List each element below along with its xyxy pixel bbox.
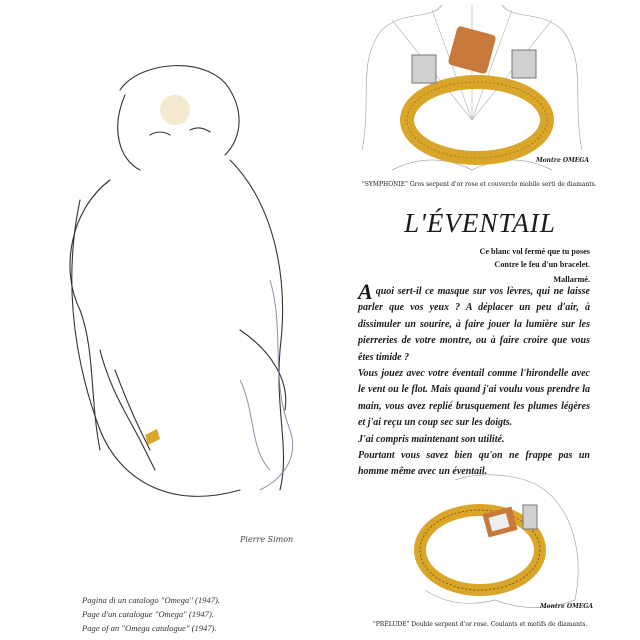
paragraph: A quoi sert-il ce masque sur vos lèvres, qui ne laisse parler que vos yeux ? A déplacer un peu d'air, à dissimuler un sourire, à faire jouer la lumière sur les pierreries de votre montre, ou à faire croire que vous êtes timide ?: [358, 279, 590, 363]
prelude-caption: "PRÉLUDE" Double serpent d'or rose. Coulants et motifs de diamants.: [373, 621, 588, 628]
verse-line: Contre le feu d'un bracelet.: [494, 260, 590, 269]
verse-line: Ce blanc vol fermé que tu poses: [479, 247, 590, 256]
page-caption-french: Page d'un catalogue "Omega" (1947).: [82, 609, 214, 619]
omega-brand-mark: Montre OMEGA: [540, 603, 594, 610]
symphonie-caption: "SYMPHONIE" Gros serpent d'or rose et couvercle mobile serti de diamants.: [362, 181, 597, 188]
page-caption-italian: Pagina di un catalogo "Omega" (1947).: [82, 595, 221, 605]
illustration-signature: Pierre Simon: [240, 535, 294, 544]
fashion-illustration-woman-with-fan: [40, 50, 340, 550]
article-title: L'ÉVENTAIL: [404, 208, 556, 238]
paragraph: J'ai compris maintenant son utilité.: [358, 433, 505, 445]
drop-cap: A: [358, 279, 373, 304]
paragraph: Pourtant vous savez bien qu'on ne frappe pas un homme même avec un éventail.: [358, 450, 590, 478]
omega-brand-mark: Montre OMEGA: [536, 157, 590, 164]
page-caption-english: Page of an "Omega catalogue" (1947).: [82, 623, 217, 633]
symphonie-watch-illustration: [352, 0, 592, 178]
verse-author: Mallarmé.: [553, 275, 590, 284]
prelude-watch-illustration: [395, 470, 595, 615]
paragraph: Vous jouez avec votre éventail comme l'hirondelle avec le vent ou le flot. Mais quand j'ai voulu vous prendre la main, vous avez replié brusquement les plumes légères et j'ai reçu un coup sec sur les doigts.: [358, 368, 590, 429]
bracelet-mark: [145, 429, 160, 445]
